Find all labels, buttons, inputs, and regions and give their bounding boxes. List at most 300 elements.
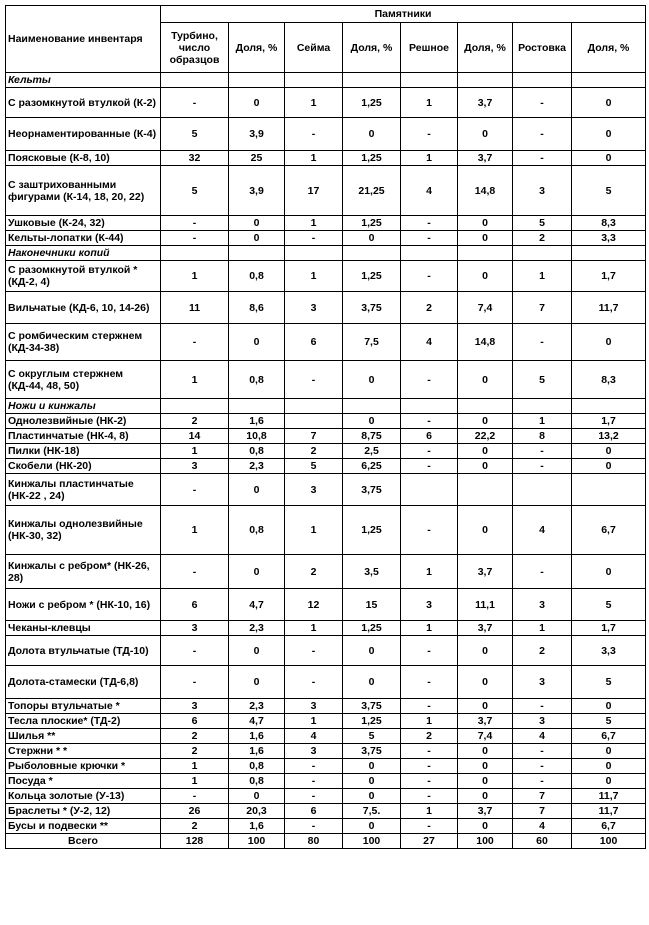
table-row [6,636,646,666]
empty-cell [401,73,458,88]
value-cell: 1 [401,714,458,729]
value-cell: - [161,666,229,699]
value-cell: 3 [161,621,229,636]
column-header: Решное [401,23,458,73]
value-cell: 1 [161,444,229,459]
value-cell: 3 [285,292,343,324]
value-cell: - [401,118,458,151]
value-cell: - [513,151,572,166]
value-cell: 0 [458,699,513,714]
value-cell: 11,1 [458,589,513,621]
value-cell: 3,7 [458,151,513,166]
value-cell: 0 [229,666,285,699]
value-cell: 1 [513,414,572,429]
row-label: Однолезвийные (НК-2) [6,414,161,429]
header-group: Памятники [161,6,646,23]
value-cell: 0 [458,118,513,151]
value-cell: - [285,666,343,699]
table-row [6,789,646,804]
value-cell: 2 [401,729,458,744]
table-row [6,555,646,589]
value-cell: 7,5. [343,804,401,819]
value-cell: 5 [572,714,646,729]
value-cell: - [401,759,458,774]
value-cell: 0 [343,774,401,789]
value-cell [401,474,458,506]
column-header: Ростовка [513,23,572,73]
empty-cell [229,399,285,414]
value-cell: 12 [285,589,343,621]
value-cell: - [161,324,229,361]
value-cell: 3 [285,699,343,714]
value-cell: 0 [572,151,646,166]
value-cell: 3 [285,744,343,759]
section-row [6,399,646,414]
value-cell: 7 [513,789,572,804]
value-cell: - [401,636,458,666]
value-cell: - [513,555,572,589]
table-row [6,261,646,292]
value-cell: - [513,324,572,361]
value-cell: 0 [458,759,513,774]
value-cell: 0 [572,324,646,361]
value-cell: 1 [161,759,229,774]
section-label: Наконечники копий [6,246,161,261]
value-cell: 0 [343,414,401,429]
value-cell: 1 [161,361,229,399]
value-cell: 1 [401,555,458,589]
value-cell: 1,7 [572,414,646,429]
value-cell: 2 [285,444,343,459]
value-cell: - [161,88,229,118]
value-cell: 0 [572,459,646,474]
value-cell: - [513,699,572,714]
value-cell: 0,8 [229,759,285,774]
row-label: Ушковые (К-24, 32) [6,216,161,231]
value-cell: 7 [285,429,343,444]
row-label: Долота втульчатые (ТД-10) [6,636,161,666]
value-cell: 14,8 [458,166,513,216]
value-cell: 7 [513,804,572,819]
value-cell: 0 [572,744,646,759]
value-cell: 5 [343,729,401,744]
value-cell [572,474,646,506]
empty-cell [513,399,572,414]
row-label: Рыболовные крючки * [6,759,161,774]
value-cell: 100 [572,834,646,849]
value-cell: - [401,216,458,231]
row-label: Шилья ** [6,729,161,744]
value-cell: - [161,555,229,589]
value-cell: 100 [458,834,513,849]
value-cell: - [513,118,572,151]
row-label: С разомкнутой втулкой (К-2) [6,88,161,118]
value-cell: 2 [161,414,229,429]
row-label: Скобели (НК-20) [6,459,161,474]
value-cell: 1 [285,714,343,729]
value-cell: 14,8 [458,324,513,361]
value-cell: 25 [229,151,285,166]
value-cell: - [285,361,343,399]
row-label: Тесла плоские* (ТД-2) [6,714,161,729]
table-row [6,819,646,834]
row-label: Пластинчатые (НК-4, 8) [6,429,161,444]
value-cell: 2,3 [229,699,285,714]
value-cell: 128 [161,834,229,849]
value-cell: 6 [161,714,229,729]
value-cell: 11,7 [572,292,646,324]
value-cell: 3 [513,166,572,216]
empty-cell [161,399,229,414]
table-row [6,166,646,216]
section-label: Ножи и кинжалы [6,399,161,414]
value-cell: 17 [285,166,343,216]
value-cell: 8,3 [572,361,646,399]
value-cell: 5 [513,216,572,231]
table-row [6,292,646,324]
table-row [6,759,646,774]
value-cell: 1 [285,88,343,118]
empty-cell [285,399,343,414]
value-cell: 2,3 [229,459,285,474]
value-cell: 0 [229,324,285,361]
value-cell: 4 [401,324,458,361]
empty-cell [343,246,401,261]
value-cell: 7,4 [458,729,513,744]
value-cell: 10,8 [229,429,285,444]
value-cell: 1 [513,261,572,292]
table-row [6,714,646,729]
value-cell: - [401,506,458,555]
value-cell: - [161,636,229,666]
table-row [6,429,646,444]
table-row [6,151,646,166]
table-row [6,88,646,118]
value-cell: 5 [161,166,229,216]
value-cell [458,474,513,506]
table-row [6,459,646,474]
value-cell: 1,25 [343,88,401,118]
value-cell: 0 [458,819,513,834]
value-cell: 2 [401,292,458,324]
value-cell [513,474,572,506]
value-cell: 2 [161,819,229,834]
empty-cell [229,246,285,261]
value-cell: 0,8 [229,361,285,399]
value-cell: 0 [229,474,285,506]
table-row [6,834,646,849]
value-cell: 5 [285,459,343,474]
value-cell: 20,3 [229,804,285,819]
value-cell: 6 [401,429,458,444]
value-cell: 1 [401,151,458,166]
column-header: Доля, % [572,23,646,73]
value-cell: - [513,88,572,118]
value-cell: 5 [572,666,646,699]
empty-cell [401,399,458,414]
value-cell: - [401,261,458,292]
empty-cell [458,73,513,88]
value-cell: 6 [285,804,343,819]
row-label: Посуда * [6,774,161,789]
row-label: Ножи с ребром * (НК-10, 16) [6,589,161,621]
value-cell: 0 [458,666,513,699]
value-cell: 1 [161,774,229,789]
value-cell: 3 [161,459,229,474]
value-cell: 4,7 [229,714,285,729]
value-cell: - [401,744,458,759]
value-cell: - [513,744,572,759]
empty-cell [572,246,646,261]
value-cell: - [285,774,343,789]
value-cell: - [401,459,458,474]
value-cell: 4 [513,729,572,744]
value-cell: 1 [401,621,458,636]
value-cell: 21,25 [343,166,401,216]
value-cell: 0 [343,118,401,151]
value-cell: 1,7 [572,621,646,636]
value-cell: 15 [343,589,401,621]
value-cell: 7,5 [343,324,401,361]
table-row [6,774,646,789]
value-cell: 4 [401,166,458,216]
value-cell: 2,3 [229,621,285,636]
value-cell: 1,25 [343,261,401,292]
value-cell: - [513,444,572,459]
value-cell: - [401,699,458,714]
value-cell: 0,8 [229,774,285,789]
row-label: Кинжалы пластинчатые (НК-22 , 24) [6,474,161,506]
table-row [6,444,646,459]
row-label: Чеканы-клевцы [6,621,161,636]
value-cell: 3 [285,474,343,506]
value-cell: - [401,361,458,399]
empty-cell [161,246,229,261]
empty-cell [513,246,572,261]
value-cell: 1,6 [229,729,285,744]
empty-cell [229,73,285,88]
value-cell: - [401,819,458,834]
value-cell: 2 [285,555,343,589]
value-cell: - [513,459,572,474]
row-label: С округлым стержнем (КД-44, 48, 50) [6,361,161,399]
empty-cell [458,399,513,414]
row-label: Долота-стамески (ТД-6,8) [6,666,161,699]
value-cell: 1 [285,506,343,555]
value-cell: 0 [458,789,513,804]
value-cell: 8 [513,429,572,444]
value-cell: 6,7 [572,506,646,555]
value-cell: 0 [229,636,285,666]
value-cell: 0 [343,789,401,804]
value-cell: 3 [401,589,458,621]
table-row [6,414,646,429]
value-cell: 0 [458,261,513,292]
value-cell: 11,7 [572,804,646,819]
value-cell: - [285,118,343,151]
value-cell: 5 [572,166,646,216]
row-label: Кинжалы однолезвийные (НК-30, 32) [6,506,161,555]
table-row [6,666,646,699]
column-header: Турбино, число образцов [161,23,229,73]
value-cell: 3,7 [458,714,513,729]
value-cell: 1,25 [343,216,401,231]
value-cell: 4 [513,506,572,555]
value-cell: 1,6 [229,819,285,834]
value-cell: 0 [458,216,513,231]
value-cell: 100 [343,834,401,849]
value-cell: 100 [229,834,285,849]
value-cell: 1 [401,804,458,819]
value-cell: 8,75 [343,429,401,444]
value-cell: 1,25 [343,151,401,166]
column-header: Сейма [285,23,343,73]
value-cell: 1,6 [229,744,285,759]
value-cell: 1 [513,621,572,636]
value-cell: 1,25 [343,506,401,555]
empty-cell [401,246,458,261]
value-cell: 8,6 [229,292,285,324]
empty-cell [343,399,401,414]
value-cell: 1 [285,151,343,166]
inventory-table [5,5,646,849]
value-cell: 3,3 [572,231,646,246]
value-cell: 1 [161,261,229,292]
value-cell: 3 [513,666,572,699]
empty-cell [458,246,513,261]
value-cell: 0 [343,759,401,774]
value-cell: - [161,789,229,804]
value-cell: 0,8 [229,261,285,292]
value-cell: 3,75 [343,474,401,506]
value-cell: 1,7 [572,261,646,292]
table-row [6,118,646,151]
value-cell: 1 [285,621,343,636]
value-cell: 0 [572,444,646,459]
table-row [6,699,646,714]
table-row [6,506,646,555]
value-cell: - [401,774,458,789]
value-cell: 4 [285,729,343,744]
row-label: Вильчатые (КД-6, 10, 14-26) [6,292,161,324]
value-cell: 2 [513,636,572,666]
value-cell: 7 [513,292,572,324]
empty-cell [572,73,646,88]
value-cell: - [401,789,458,804]
value-cell: - [285,819,343,834]
value-cell: - [285,759,343,774]
value-cell: - [401,666,458,699]
empty-cell [161,73,229,88]
value-cell: 0 [572,555,646,589]
value-cell: 3,75 [343,699,401,714]
value-cell: 13,2 [572,429,646,444]
value-cell: 32 [161,151,229,166]
value-cell: 0 [458,361,513,399]
value-cell: 2 [513,231,572,246]
value-cell: 0 [343,666,401,699]
value-cell: 3,7 [458,621,513,636]
value-cell: - [401,444,458,459]
value-cell: - [401,414,458,429]
value-cell: 22,2 [458,429,513,444]
value-cell: 0 [572,88,646,118]
value-cell: 11,7 [572,789,646,804]
value-cell: 5 [572,589,646,621]
value-cell: 6,25 [343,459,401,474]
value-cell: 0 [458,231,513,246]
value-cell: 1,25 [343,621,401,636]
table-row [6,474,646,506]
value-cell: 0 [343,636,401,666]
section-row [6,73,646,88]
row-label: Браслеты * (У-2, 12) [6,804,161,819]
row-label: Кельты-лопатки (К-44) [6,231,161,246]
value-cell: 3,7 [458,804,513,819]
value-cell [285,414,343,429]
value-cell: 1,6 [229,414,285,429]
value-cell: 80 [285,834,343,849]
value-cell: - [285,231,343,246]
value-cell: 1 [161,506,229,555]
table-row [6,324,646,361]
value-cell: 1 [285,261,343,292]
value-cell: 3,3 [572,636,646,666]
value-cell: 26 [161,804,229,819]
value-cell: 5 [513,361,572,399]
value-cell: 1,25 [343,714,401,729]
value-cell: 0 [229,216,285,231]
value-cell: 4,7 [229,589,285,621]
table-row [6,744,646,759]
value-cell: 2 [161,744,229,759]
table-row [6,621,646,636]
table-row [6,361,646,399]
value-cell: - [161,474,229,506]
value-cell: 0 [572,774,646,789]
value-cell: 0 [458,774,513,789]
empty-cell [513,73,572,88]
value-cell: 3,7 [458,555,513,589]
row-label: Бусы и подвески ** [6,819,161,834]
header-name-column: Наименование инвентаря [6,6,161,73]
value-cell: 0 [458,459,513,474]
row-label: Кинжалы с ребром* (НК-26, 28) [6,555,161,589]
table-row [6,216,646,231]
column-header: Доля, % [229,23,285,73]
row-label: Поясковые (К-8, 10) [6,151,161,166]
value-cell: 5 [161,118,229,151]
value-cell: 1 [401,88,458,118]
value-cell: 0 [458,414,513,429]
column-header: Доля, % [458,23,513,73]
value-cell: - [285,636,343,666]
value-cell: 60 [513,834,572,849]
row-label: С заштрихованными фигурами (К-14, 18, 20, 22) [6,166,161,216]
empty-cell [343,73,401,88]
value-cell: 3 [513,589,572,621]
row-label: Стержни * * [6,744,161,759]
row-label: С ромбическим стержнем (КД-34-38) [6,324,161,361]
value-cell: 0,8 [229,444,285,459]
value-cell: 3,9 [229,118,285,151]
value-cell: 11 [161,292,229,324]
value-cell: 6,7 [572,819,646,834]
value-cell: 14 [161,429,229,444]
value-cell: 2,5 [343,444,401,459]
value-cell: 3,9 [229,166,285,216]
section-row [6,246,646,261]
